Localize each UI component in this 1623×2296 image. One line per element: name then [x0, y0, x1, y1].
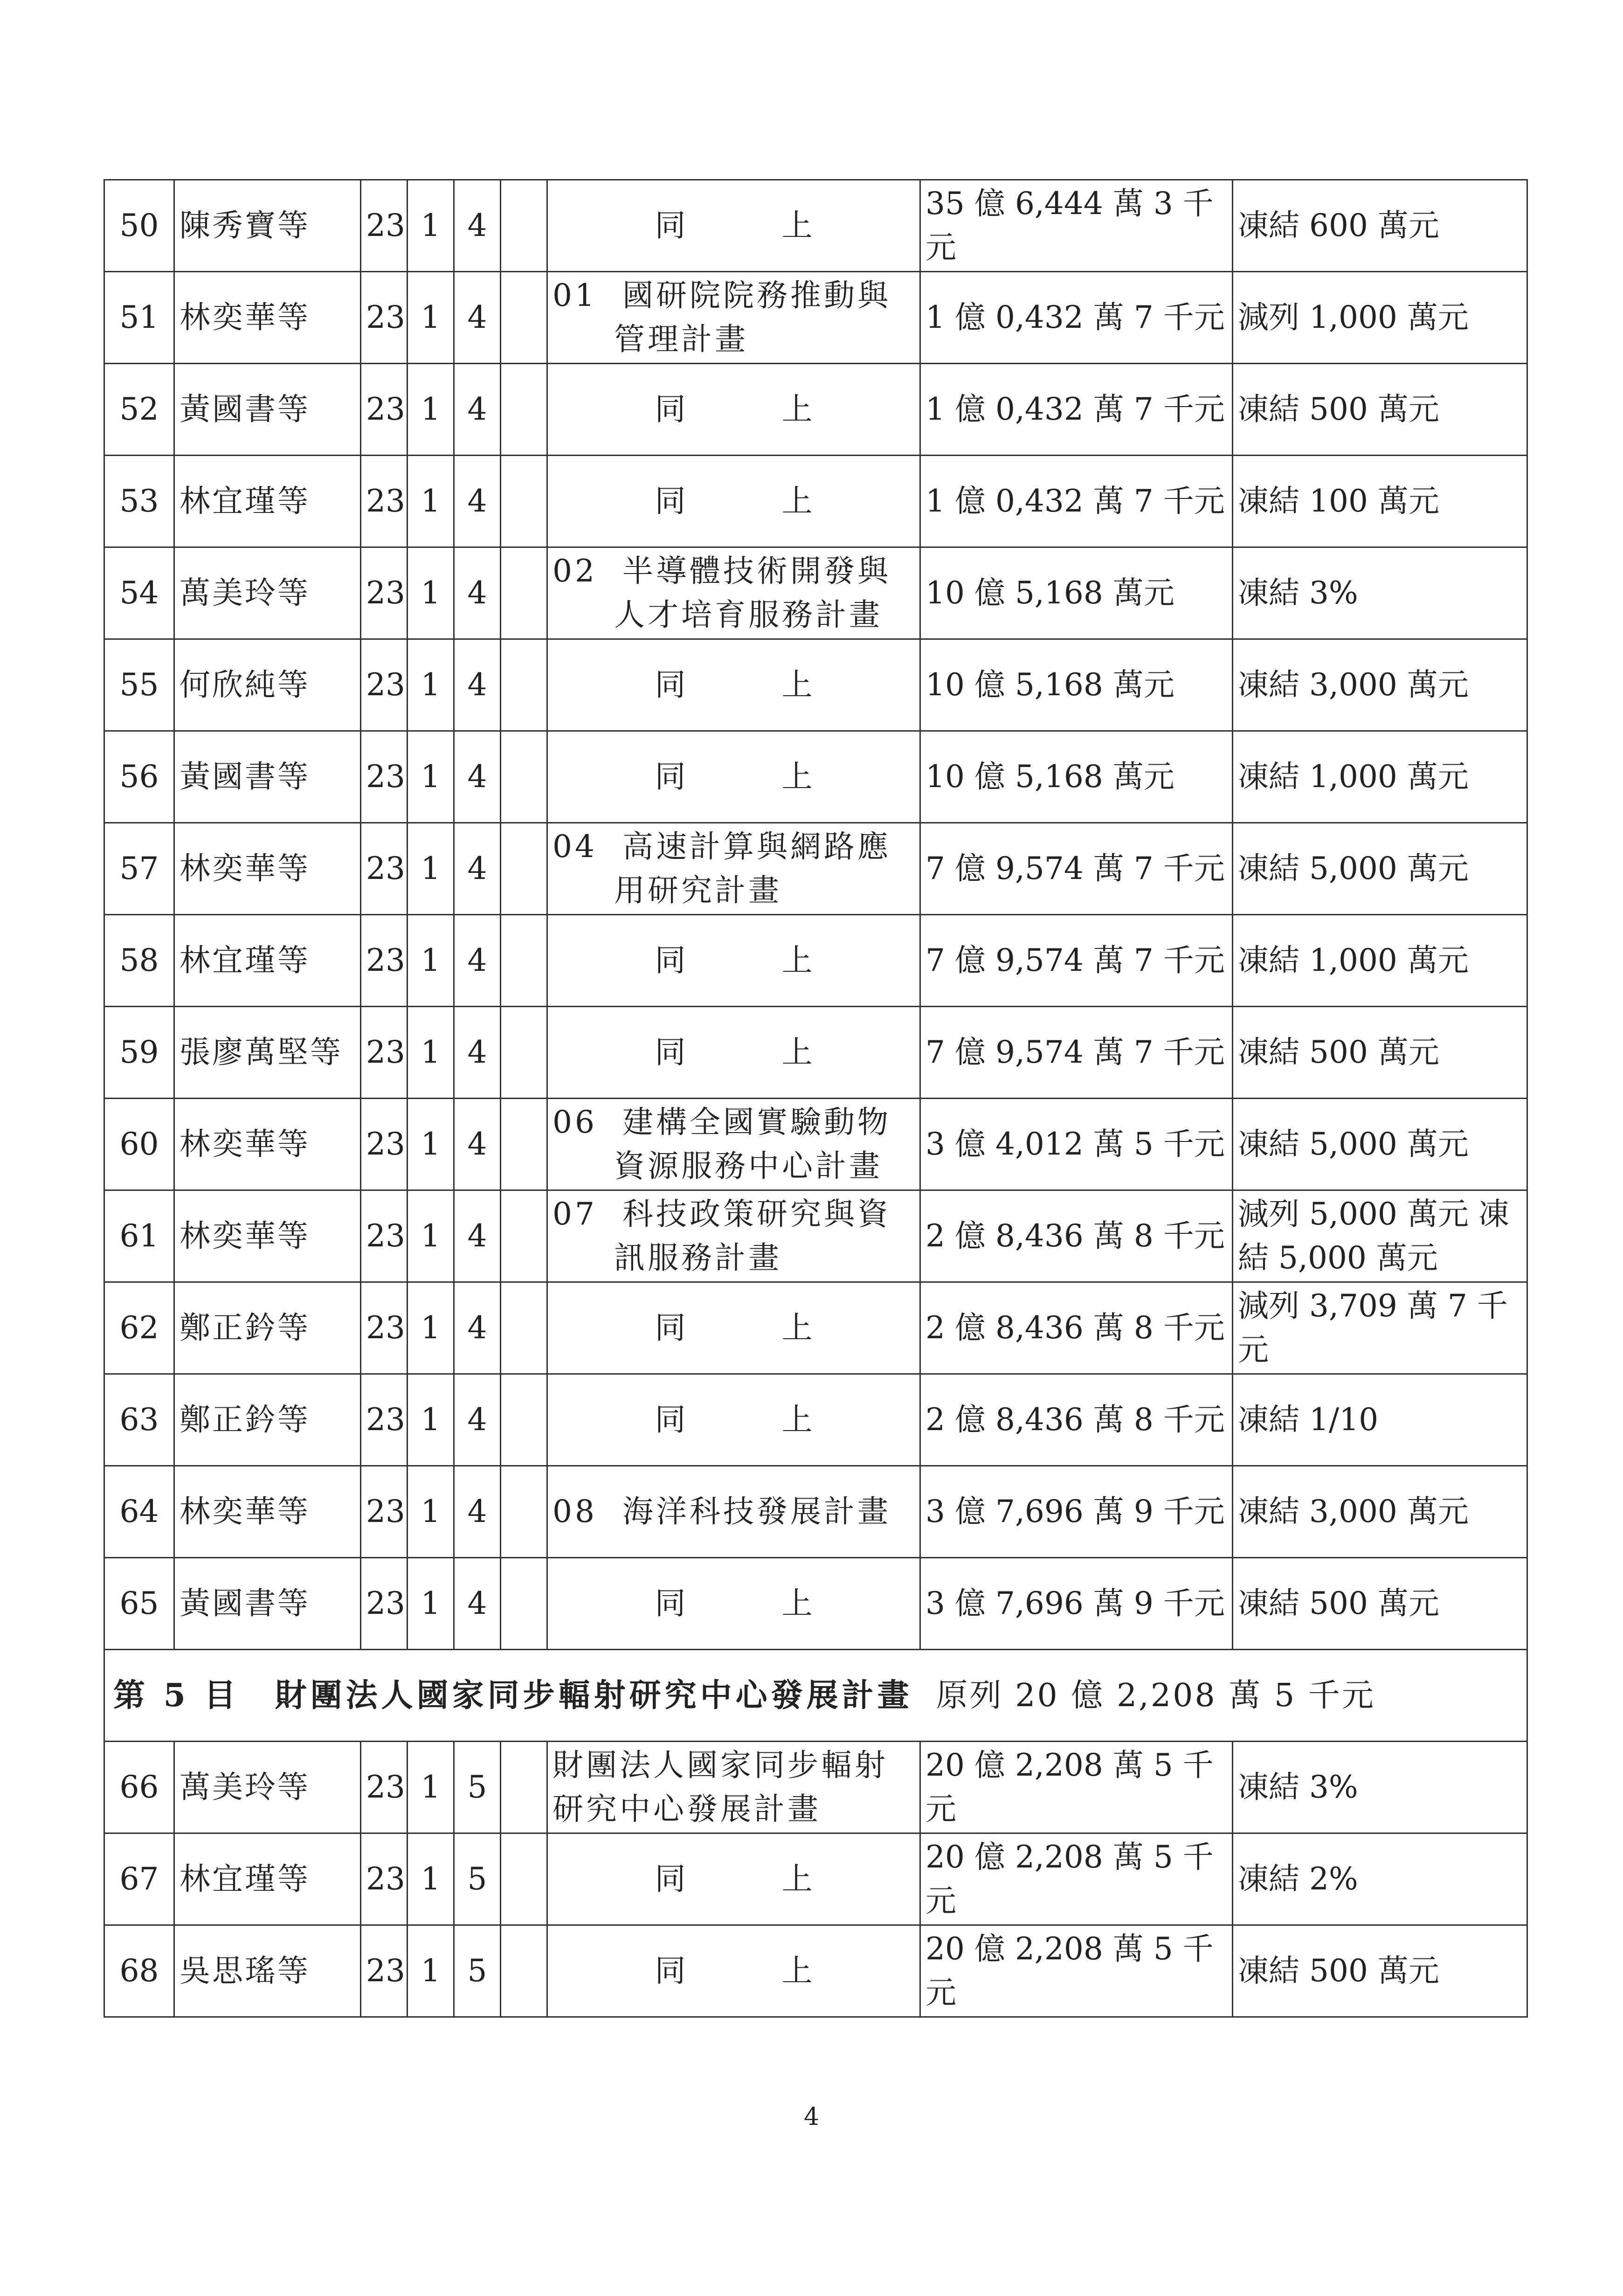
proposer-name: 林奕華等 — [174, 1466, 361, 1558]
code-section: 23 — [361, 1466, 407, 1558]
code-item: 4 — [454, 547, 501, 639]
code-subsection: 1 — [407, 547, 454, 639]
proposed-action: 凍結 3,000 萬元 — [1233, 1466, 1527, 1558]
plan-same-text: 同 上 — [655, 942, 845, 978]
code-section: 23 — [361, 915, 407, 1007]
plan-name — [547, 364, 920, 456]
plan-name — [547, 731, 920, 823]
proposal-number: 55 — [104, 639, 174, 731]
table-body — [104, 180, 1527, 2017]
plan-name — [547, 272, 920, 364]
plan-code: 07 — [553, 1196, 597, 1232]
plan-line-1 — [553, 1100, 915, 1144]
plan-same-text: 同 上 — [655, 667, 845, 703]
table-row — [104, 1190, 1527, 1282]
code-blank — [501, 1558, 547, 1650]
code-item: 4 — [454, 915, 501, 1007]
proposal-number: 52 — [104, 364, 174, 456]
original-amount: 2 億 8,436 萬 8 千元 — [920, 1282, 1233, 1374]
code-section: 23 — [361, 1925, 407, 2017]
code-subsection: 1 — [407, 1466, 454, 1558]
proposed-action: 凍結 1/10 — [1233, 1374, 1527, 1466]
proposed-action: 凍結 500 萬元 — [1233, 1925, 1527, 2017]
proposed-action: 凍結 100 萬元 — [1233, 456, 1527, 547]
code-blank — [501, 1099, 547, 1190]
table-row — [104, 1374, 1527, 1466]
code-section: 23 — [361, 1833, 407, 1925]
proposer-name: 林宜瑾等 — [174, 456, 361, 547]
proposer-name: 萬美玲等 — [174, 547, 361, 639]
plan-same-text: 同 上 — [655, 1953, 845, 1989]
proposal-number: 67 — [104, 1833, 174, 1925]
code-blank — [501, 1282, 547, 1374]
code-section: 23 — [361, 547, 407, 639]
code-item: 4 — [454, 456, 501, 547]
plan-line-2: 用研究計畫 — [614, 872, 782, 908]
code-blank — [501, 547, 547, 639]
table-row — [104, 915, 1527, 1007]
code-subsection: 1 — [407, 364, 454, 456]
proposer-name: 張廖萬堅等 — [174, 1007, 361, 1099]
table-row — [104, 364, 1527, 456]
proposal-number: 50 — [104, 180, 174, 272]
plan-line-1 — [553, 549, 915, 593]
plan-same-text: 同 上 — [655, 1310, 845, 1346]
proposed-action: 凍結 1,000 萬元 — [1233, 915, 1527, 1007]
code-subsection: 1 — [407, 1007, 454, 1099]
proposed-action: 凍結 3% — [1233, 547, 1527, 639]
plan-name — [547, 1282, 920, 1374]
original-amount: 20 億 2,208 萬 5 千元 — [920, 1925, 1233, 2017]
code-section: 23 — [361, 1742, 407, 1833]
code-item: 4 — [454, 1007, 501, 1099]
code-item: 4 — [454, 1099, 501, 1190]
proposer-name: 林奕華等 — [174, 823, 361, 915]
plan-code: 04 — [553, 829, 597, 864]
code-item: 4 — [454, 731, 501, 823]
table-row — [104, 639, 1527, 731]
plan-line-2: 訊服務計畫 — [614, 1240, 782, 1276]
proposal-number: 57 — [104, 823, 174, 915]
section-header-row — [104, 1650, 1527, 1742]
plan-line-1 — [553, 1192, 915, 1236]
plan-same-text: 同 上 — [655, 1402, 845, 1438]
proposer-name: 陳秀寶等 — [174, 180, 361, 272]
plan-name — [547, 547, 920, 639]
code-section: 23 — [361, 180, 407, 272]
proposed-action: 凍結 500 萬元 — [1233, 1558, 1527, 1650]
plan-name — [547, 639, 920, 731]
table-row — [104, 1099, 1527, 1190]
code-item: 5 — [454, 1833, 501, 1925]
code-section: 23 — [361, 1282, 407, 1374]
plan-name — [547, 915, 920, 1007]
code-blank — [501, 1833, 547, 1925]
code-subsection: 1 — [407, 823, 454, 915]
proposal-number: 68 — [104, 1925, 174, 2017]
original-amount: 3 億 7,696 萬 9 千元 — [920, 1466, 1233, 1558]
proposal-number: 64 — [104, 1466, 174, 1558]
proposal-number: 58 — [104, 915, 174, 1007]
proposal-number: 59 — [104, 1007, 174, 1099]
code-blank — [501, 1466, 547, 1558]
proposer-name: 林奕華等 — [174, 272, 361, 364]
plan-same-text: 同 上 — [655, 1585, 845, 1621]
plan-name — [547, 1925, 920, 2017]
plan-line-1 — [553, 1490, 915, 1534]
plan-same-text: 同 上 — [655, 483, 845, 519]
code-section: 23 — [361, 364, 407, 456]
original-amount: 7 億 9,574 萬 7 千元 — [920, 1007, 1233, 1099]
proposed-action: 減列 3,709 萬 7 千元 — [1233, 1282, 1527, 1374]
plan-name — [547, 1558, 920, 1650]
plan-code: 08 — [553, 1494, 597, 1529]
proposal-number: 54 — [104, 547, 174, 639]
code-subsection: 1 — [407, 1099, 454, 1190]
budget-table — [104, 179, 1528, 2018]
plan-title: 國研院院務推動與 — [622, 277, 891, 313]
table-row — [104, 1282, 1527, 1374]
section-header — [104, 1650, 1527, 1742]
proposed-action: 凍結 500 萬元 — [1233, 1007, 1527, 1099]
code-item: 4 — [454, 1190, 501, 1282]
plan-name — [547, 1007, 920, 1099]
original-amount: 7 億 9,574 萬 7 千元 — [920, 915, 1233, 1007]
plan-title: 科技政策研究與資 — [622, 1196, 891, 1232]
code-section: 23 — [361, 731, 407, 823]
plan-name — [547, 823, 920, 915]
table-row — [104, 1742, 1527, 1833]
original-amount: 10 億 5,168 萬元 — [920, 639, 1233, 731]
proposal-number: 60 — [104, 1099, 174, 1190]
table-row — [104, 456, 1527, 547]
plan-name — [547, 1374, 920, 1466]
proposal-number: 53 — [104, 456, 174, 547]
plan-line-2: 管理計畫 — [614, 321, 748, 357]
code-section: 23 — [361, 823, 407, 915]
plan-name — [547, 456, 920, 547]
table-row — [104, 1466, 1527, 1558]
code-section: 23 — [361, 1558, 407, 1650]
code-subsection: 1 — [407, 1833, 454, 1925]
proposed-action: 凍結 1,000 萬元 — [1233, 731, 1527, 823]
code-item: 4 — [454, 823, 501, 915]
code-blank — [501, 272, 547, 364]
code-subsection: 1 — [407, 915, 454, 1007]
plan-name — [547, 1099, 920, 1190]
plan-name — [547, 180, 920, 272]
code-subsection: 1 — [407, 1742, 454, 1833]
code-item: 4 — [454, 180, 501, 272]
code-section: 23 — [361, 1190, 407, 1282]
proposal-number: 51 — [104, 272, 174, 364]
code-blank — [501, 823, 547, 915]
proposed-action: 減列 1,000 萬元 — [1233, 272, 1527, 364]
section-title: 第 5 目 財團法人國家同步輻射研究中心發展計畫 — [113, 1676, 913, 1714]
table-row — [104, 1925, 1527, 2017]
code-item: 5 — [454, 1742, 501, 1833]
proposed-action: 凍結 3% — [1233, 1742, 1527, 1833]
plan-same-text: 同 上 — [655, 1861, 845, 1897]
proposed-action: 凍結 3,000 萬元 — [1233, 639, 1527, 731]
code-item: 4 — [454, 364, 501, 456]
plan-same-text: 同 上 — [655, 1034, 845, 1070]
proposer-name: 鄭正鈐等 — [174, 1282, 361, 1374]
proposer-name: 吳思瑤等 — [174, 1925, 361, 2017]
code-subsection: 1 — [407, 272, 454, 364]
code-item: 4 — [454, 1466, 501, 1558]
original-amount: 10 億 5,168 萬元 — [920, 731, 1233, 823]
plan-name — [547, 1833, 920, 1925]
proposer-name: 萬美玲等 — [174, 1742, 361, 1833]
proposer-name: 林宜瑾等 — [174, 915, 361, 1007]
table-row — [104, 180, 1527, 272]
code-subsection: 1 — [407, 1925, 454, 2017]
original-amount: 3 億 4,012 萬 5 千元 — [920, 1099, 1233, 1190]
proposer-name: 林宜瑾等 — [174, 1833, 361, 1925]
table-row — [104, 731, 1527, 823]
proposed-action: 凍結 500 萬元 — [1233, 364, 1527, 456]
original-amount: 1 億 0,432 萬 7 千元 — [920, 272, 1233, 364]
code-item: 4 — [454, 639, 501, 731]
proposal-number: 62 — [104, 1282, 174, 1374]
original-amount: 20 億 2,208 萬 5 千元 — [920, 1833, 1233, 1925]
code-subsection: 1 — [407, 639, 454, 731]
code-blank — [501, 1007, 547, 1099]
proposer-name: 林奕華等 — [174, 1099, 361, 1190]
plan-same-text: 同 上 — [655, 391, 845, 427]
code-blank — [501, 456, 547, 547]
plan-title: 半導體技術開發與 — [622, 553, 891, 589]
code-blank — [501, 364, 547, 456]
proposed-action: 凍結 5,000 萬元 — [1233, 823, 1527, 915]
proposal-number: 65 — [104, 1558, 174, 1650]
plan-name: 財團法人國家同步輻射研究中心發展計畫 — [547, 1742, 920, 1833]
original-amount: 20 億 2,208 萬 5 千元 — [920, 1742, 1233, 1833]
plan-name — [547, 1190, 920, 1282]
proposed-action: 減列 5,000 萬元 凍結 5,000 萬元 — [1233, 1190, 1527, 1282]
proposer-name: 林奕華等 — [174, 1190, 361, 1282]
code-blank — [501, 1374, 547, 1466]
code-blank — [501, 639, 547, 731]
original-amount: 10 億 5,168 萬元 — [920, 547, 1233, 639]
code-section: 23 — [361, 1099, 407, 1190]
original-amount: 7 億 9,574 萬 7 千元 — [920, 823, 1233, 915]
table-row — [104, 1007, 1527, 1099]
code-blank — [501, 180, 547, 272]
code-blank — [501, 1925, 547, 2017]
proposal-number: 66 — [104, 1742, 174, 1833]
code-item: 4 — [454, 272, 501, 364]
plan-same-text: 同 上 — [655, 207, 845, 243]
code-section: 23 — [361, 1374, 407, 1466]
proposal-number: 63 — [104, 1374, 174, 1466]
original-amount: 2 億 8,436 萬 8 千元 — [920, 1374, 1233, 1466]
proposer-name: 黃國書等 — [174, 364, 361, 456]
code-item: 4 — [454, 1282, 501, 1374]
original-amount: 3 億 7,696 萬 9 千元 — [920, 1558, 1233, 1650]
code-blank — [501, 1742, 547, 1833]
proposer-name: 鄭正鈐等 — [174, 1374, 361, 1466]
original-amount: 35 億 6,444 萬 3 千元 — [920, 180, 1233, 272]
code-section: 23 — [361, 639, 407, 731]
code-subsection: 1 — [407, 1190, 454, 1282]
code-subsection: 1 — [407, 731, 454, 823]
plan-line-1 — [553, 274, 915, 318]
code-subsection: 1 — [407, 1282, 454, 1374]
proposed-action: 凍結 5,000 萬元 — [1233, 1099, 1527, 1190]
original-amount: 2 億 8,436 萬 8 千元 — [920, 1190, 1233, 1282]
code-blank — [501, 731, 547, 823]
proposal-number: 56 — [104, 731, 174, 823]
code-subsection: 1 — [407, 1374, 454, 1466]
code-item: 4 — [454, 1374, 501, 1466]
proposed-action: 凍結 2% — [1233, 1833, 1527, 1925]
plan-same-text: 同 上 — [655, 759, 845, 795]
plan-line-1 — [553, 825, 915, 869]
table-row — [104, 1833, 1527, 1925]
table-row — [104, 272, 1527, 364]
code-subsection: 1 — [407, 180, 454, 272]
plan-code: 01 — [553, 277, 597, 313]
proposal-number: 61 — [104, 1190, 174, 1282]
page-number: 4 — [803, 2103, 820, 2131]
plan-code: 02 — [553, 553, 597, 589]
plan-line-2: 資源服務中心計畫 — [614, 1148, 883, 1184]
table-row — [104, 823, 1527, 915]
proposer-name: 黃國書等 — [174, 731, 361, 823]
code-item: 5 — [454, 1925, 501, 2017]
proposer-name: 何欣純等 — [174, 639, 361, 731]
proposed-action: 凍結 600 萬元 — [1233, 180, 1527, 272]
code-section: 23 — [361, 272, 407, 364]
original-amount: 1 億 0,432 萬 7 千元 — [920, 456, 1233, 547]
table-row — [104, 547, 1527, 639]
plan-name — [547, 1466, 920, 1558]
code-section: 23 — [361, 456, 407, 547]
code-subsection: 1 — [407, 456, 454, 547]
code-section: 23 — [361, 1007, 407, 1099]
code-blank — [501, 915, 547, 1007]
code-subsection: 1 — [407, 1558, 454, 1650]
plan-title: 海洋科技發展計畫 — [622, 1494, 891, 1529]
plan-title: 建構全國實驗動物 — [622, 1104, 891, 1140]
table-row — [104, 1558, 1527, 1650]
plan-line-2: 人才培育服務計畫 — [614, 597, 883, 633]
code-item: 4 — [454, 1558, 501, 1650]
section-original-amount: 原列 20 億 2,208 萬 5 千元 — [936, 1677, 1375, 1714]
code-blank — [501, 1190, 547, 1282]
proposer-name: 黃國書等 — [174, 1558, 361, 1650]
plan-title: 高速計算與網路應 — [622, 829, 891, 864]
original-amount: 1 億 0,432 萬 7 千元 — [920, 364, 1233, 456]
plan-code: 06 — [553, 1104, 597, 1140]
